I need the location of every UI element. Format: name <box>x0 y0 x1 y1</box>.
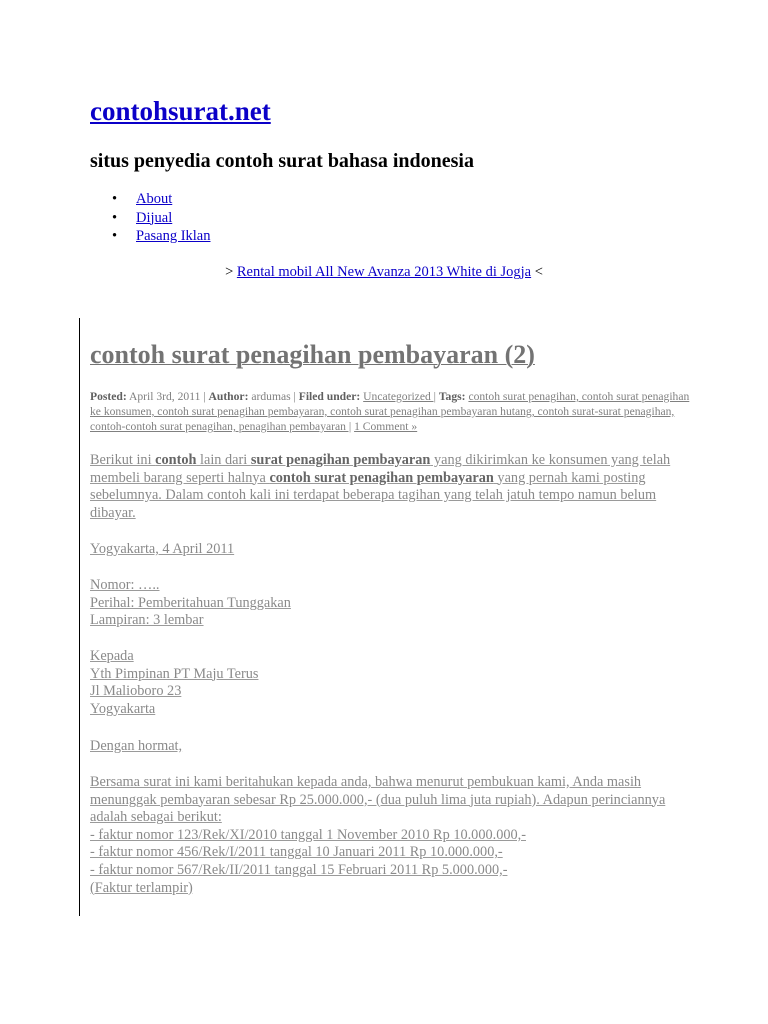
intro-bold-1: contoh <box>155 452 197 468</box>
promo-banner <box>0 263 768 281</box>
recipient-line-2: Yth Pimpinan PT Maju Terus <box>90 665 259 682</box>
promo-prefix: > <box>225 264 234 280</box>
letter-recipient <box>90 648 690 718</box>
nav-item-dijual <box>90 209 211 228</box>
post-title[interactable]: contoh surat penagihan pembayaran (2) <box>90 340 535 369</box>
letter-body <box>90 774 690 897</box>
intro-bold-2: surat penagihan pembayaran <box>250 452 431 468</box>
nav-link-dijual[interactable]: Dijual <box>136 209 173 226</box>
intro-text-1: Berikut ini <box>90 452 156 468</box>
tags-links[interactable]: contoh surat penagihan, contoh surat penagihan ke konsumen, contoh surat penagihan pembayaran, contoh surat penagihan pembayaran hutang, contoh surat-surat penagihan, contoh-contoh surat penagihan, penagihan pembayaran | <box>90 390 690 433</box>
nav-link-about[interactable]: About <box>136 191 173 207</box>
tags-label: Tags: <box>438 390 466 403</box>
letter-number: Nomor: ….. <box>90 577 160 593</box>
nav-item-about <box>90 190 211 209</box>
posted-label: Posted: <box>90 390 127 403</box>
greeting-text: Dengan hormat, <box>90 738 183 754</box>
recipient-line-3: Jl Malioboro 23 <box>90 683 182 700</box>
letter-date <box>90 541 690 559</box>
intro-bold-3: contoh surat penagihan pembayaran <box>269 469 494 486</box>
letter-subject: Perihal: Pemberitahuan Tunggakan <box>90 594 291 611</box>
promo-suffix: < <box>534 264 543 280</box>
invoice-line-2: - faktur nomor 456/Rek/I/2011 tanggal 10 Januari 2011 Rp 10.000.000,- <box>90 844 503 861</box>
letter-attachment: Lampiran: 3 lembar <box>90 612 204 629</box>
author-name: ardumas | <box>251 390 296 403</box>
author-label: Author: <box>208 390 249 403</box>
content-left-border <box>79 318 80 916</box>
letter-greeting <box>90 738 690 756</box>
recipient-line-1: Kepada <box>90 648 134 664</box>
promo-link[interactable]: Rental mobil All New Avanza 2013 White di Jogja <box>236 264 532 280</box>
post-meta <box>90 389 690 434</box>
intro-text-4: yang pernah kami posting sebelumnya. Dalam contoh kali ini terdapat beberapa tagihan yang telah jatuh tempo namun belum dibayar. <box>90 469 657 521</box>
filed-label: Filed under: <box>298 390 361 403</box>
category-link[interactable]: Uncategorized | <box>363 390 436 403</box>
nav-link-pasang-iklan[interactable]: Pasang Iklan <box>136 228 211 244</box>
site-title <box>90 94 271 128</box>
body-text: Bersama surat ini kami beritahukan kepada anda, bahwa menurut pembukuan kami, Anda masih menunggak pembayaran sebesar Rp 25.000.000,- (dua puluh lima juta rupiah). Adapun perinciannya adalah sebagai berikut: <box>90 774 666 826</box>
letter-header <box>90 577 690 630</box>
letter-date-text: Yogyakarta, 4 April 2011 <box>90 541 235 557</box>
invoice-line-3: - faktur nomor 567/Rek/II/2011 tanggal 15 Februari 2011 Rp 5.000.000,- <box>90 861 508 878</box>
comments-link[interactable]: 1 Comment » <box>354 420 418 433</box>
invoice-line-1: - faktur nomor 123/Rek/XI/2010 tanggal 1 November 2010 Rp 10.000.000,- <box>90 826 526 843</box>
recipient-line-4: Yogyakarta <box>90 700 156 717</box>
invoice-attachment-note: (Faktur terlampir) <box>90 879 193 896</box>
site-title-link[interactable]: contohsurat.net <box>90 96 271 126</box>
intro-text-3: yang dikirimkan ke konsumen yang telah membeli barang seperti halnya <box>90 452 671 486</box>
site-tagline: situs penyedia contoh surat bahasa indonesia <box>90 150 474 172</box>
nav-menu <box>90 190 211 246</box>
nav-item-pasang-iklan <box>90 227 211 246</box>
posted-date: April 3rd, 2011 | <box>128 390 206 403</box>
intro-paragraph <box>90 452 690 522</box>
intro-text-2: lain dari <box>196 452 251 468</box>
